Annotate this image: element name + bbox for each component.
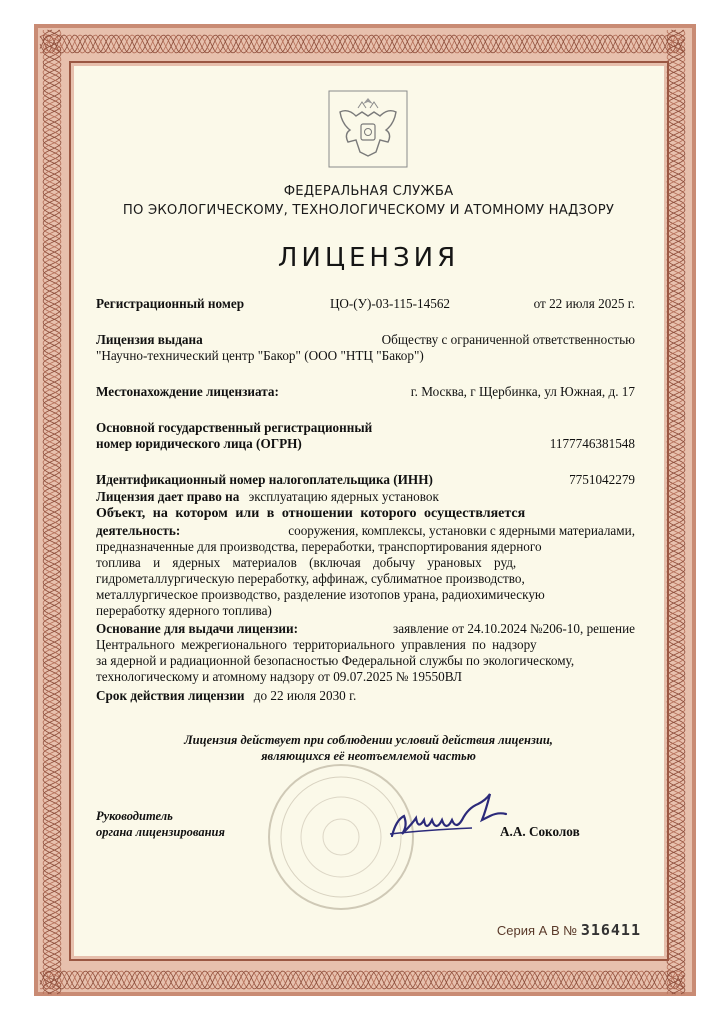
issued-to-value-1: Обществу с ограниченной ответственностью	[381, 332, 635, 347]
registration-number: ЦО-(У)-03-115-14562	[330, 296, 451, 311]
object-label-1	[96, 506, 641, 522]
location-value: г. Москва, г Щербинка, ул Южная, д. 17	[410, 384, 635, 399]
object-label-2: деятельность:	[96, 523, 181, 538]
basis-label: Основание для выдачи лицензии:	[96, 621, 298, 636]
basis-text-4: технологическому и атомному надзору от 09.07.2025 № 19550ВЛ	[96, 669, 462, 684]
ogrn-value: 1177746381548	[549, 436, 635, 451]
inn-value: 7751042279	[569, 472, 635, 487]
condition-line-1: Лицензия действует при соблюдении условий действия лицензии,	[184, 733, 553, 747]
ogrn-label-1	[96, 420, 641, 436]
signatory-role-1: Руководитель	[96, 809, 173, 823]
agency-line-2: ПО ЭКОЛОГИЧЕСКОМУ, ТЕХНОЛОГИЧЕСКОМУ И АТОМНОМУ НАДЗОРУ	[122, 203, 615, 218]
object-row-1	[96, 523, 641, 539]
agency-name	[86, 182, 651, 220]
object-text-6: переработку ядерного топлива)	[96, 603, 272, 618]
object-text-2: предназначенные для производства, переработки, транспортирования ядерного	[96, 539, 542, 554]
serial-prefix: Серия А В №	[496, 923, 578, 938]
location-label: Местонахождение лицензиата:	[96, 384, 279, 399]
inn-row	[96, 472, 641, 488]
coat-of-arms-emblem	[328, 90, 408, 168]
handwritten-signature	[386, 790, 516, 850]
registration-row	[96, 296, 641, 312]
object-text-1: сооружения, комплексы, установки с ядерными материалами,	[288, 523, 635, 538]
basis-text-1: заявление от 24.10.2024 №206-10, решение	[393, 621, 635, 636]
location-row	[96, 384, 641, 400]
object-text-4: гидрометаллургическую переработку, аффинаж, сублиматное производство,	[96, 571, 525, 586]
signatory-role-2: органа лицензирования	[96, 825, 225, 839]
object-text-5: металлургическое производство, разделение изотопов урана, радиохимическую	[96, 587, 545, 602]
right-label: Лицензия дает право на	[96, 489, 240, 504]
ogrn-label-text-1: Основной государственный регистрационный	[96, 420, 373, 435]
serial-number	[497, 922, 641, 939]
document-title: ЛИЦЕНЗИЯ	[277, 243, 460, 273]
validity-row	[96, 688, 641, 704]
right-value: эксплуатацию ядерных установок	[248, 489, 439, 504]
validity-value: до 22 июля 2030 г.	[253, 688, 357, 703]
agency-line-1: ФЕДЕРАЛЬНАЯ СЛУЖБА	[283, 184, 454, 199]
serial-digits: 316411	[580, 921, 641, 939]
basis-text-2: Центрального межрегионального территориального управления по надзору	[96, 637, 537, 652]
condition-line-2: являющихся её неотъемлемой частью	[261, 749, 476, 763]
ogrn-row	[96, 436, 641, 452]
basis-row	[96, 621, 641, 637]
registration-date: от 22 июля 2025 г.	[533, 296, 635, 311]
object-label-text-1: Объект, на котором или в отношении которого осуществляется	[96, 506, 526, 521]
issued-to-row	[96, 332, 641, 348]
issued-to-value-2: "Научно-технический центр "Бакор" (ООО "НТЦ "Бакор")	[96, 348, 424, 363]
registration-label: Регистрационный номер	[96, 296, 245, 311]
signatory-name: А.А. Соколов	[500, 824, 580, 839]
issued-to-label: Лицензия выдана	[96, 332, 203, 347]
validity-label: Срок действия лицензии	[96, 688, 245, 703]
inn-label: Идентификационный номер налогоплательщика (ИНН)	[96, 472, 433, 487]
right-row	[96, 489, 641, 505]
basis-text-3: за ядерной и радиационной безопасностью Федеральной службы по экологическому,	[96, 653, 575, 668]
object-text-3: топлива и ядерных материалов (включая добычу урановых руд,	[96, 555, 517, 570]
ogrn-label-2: номер юридического лица (ОГРН)	[96, 436, 302, 451]
